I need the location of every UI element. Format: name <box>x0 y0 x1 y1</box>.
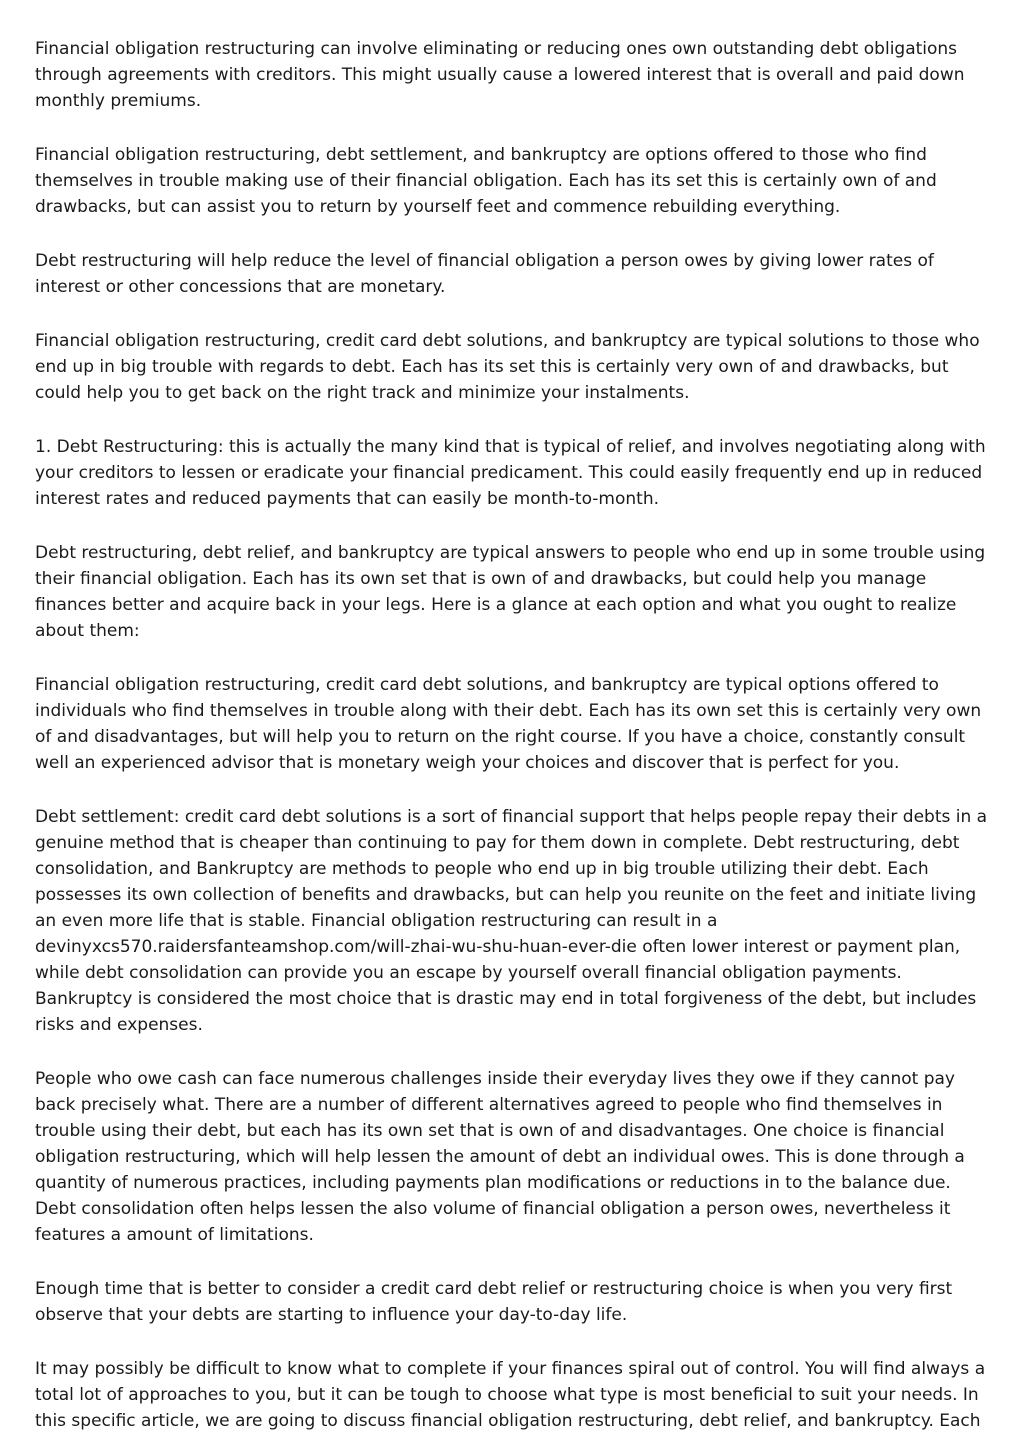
paragraph-3: Debt restructuring will help reduce the level of financial obligation a person owes by giving lower rates of interest or other concessions that are monetary. <box>35 251 934 297</box>
paragraph-10: Enough time that is better to consider a credit card debt relief or restructuring choice is when you very first observe that your debts are starting to influence your day-to-day life. <box>35 1279 953 1325</box>
paragraph-1: Financial obligation restructuring can involve eliminating or reducing ones own outstanding debt obligations through agreements with creditors. This might usually cause a lowered interest that is overall and paid down monthly premiums. <box>35 39 965 111</box>
paragraph-7: Financial obligation restructuring, credit card debt solutions, and bankruptcy are typical options offered to individuals who find themselves in trouble along with their debt. Each has its own set this is certainly very own of and disadvantages, but will help you to return on the right course. If you have a choice, constantly consult well an experienced advisor that is monetary weigh your choices and discover that is perfect for you. <box>35 675 982 773</box>
paragraph-2: Financial obligation restructuring, debt settlement, and bankruptcy are options offered to those who find themselves in trouble making use of their financial obligation. Each has its set this is certainly own of and drawbacks, but can assist you to return by yourself feet and commence rebuilding everything. <box>35 145 937 217</box>
paragraph-9: People who owe cash can face numerous challenges inside their everyday lives they owe if they cannot pay back precisely what. There are a number of different alternatives agreed to people who find themselves in trouble using their debt, but each has its own set that is own of and disadvantages. One choice is financial obligation restructuring, which will help lessen the amount of debt an individual owes. This is done through a quantity of numerous practices, including payments plan modifications or reductions in to the balance due. Debt consolidation often helps lessen the also volume of financial obligation a person owes, nevertheless it features a amount of limitations. <box>35 1069 965 1245</box>
paragraph-4: Financial obligation restructuring, credit card debt solutions, and bankruptcy are typical solutions to those who end up in big trouble with regards to debt. Each has its set this is certainly very own of and drawbacks, but could help you to get back on the right track and minimize your instalments. <box>35 331 980 403</box>
paragraph-6: Debt restructuring, debt relief, and bankruptcy are typical answers to people who end up in some trouble using their financial obligation. Each has its own set that is own of and drawbacks, but could help you manage finances better and acquire back in your legs. Here is a glance at each option and what you ought to realize about them: <box>35 543 986 641</box>
paragraph-11: It may possibly be difficult to know what to complete if your finances spiral out of control. You will find always a total lot of approaches to you, but it can be tough to choose what type is most beneficial to suit your needs. In this specific article, we are going to discuss financial obligation restructuring, debt relief, and bankruptcy. Each <box>35 1359 986 1431</box>
paragraph-5: 1. Debt Restructuring: this is actually the many kind that is typical of relief, and involves negotiating along with your creditors to lessen or eradicate your financial predicament. This could easily frequently end up in reduced interest rates and reduced payments that can easily be month-to-month. <box>35 437 986 509</box>
paragraph-8: Debt settlement: credit card debt solutions is a sort of financial support that helps people repay their debts in a genuine method that is cheaper than continuing to pay for them down in complete. Debt restructuring, debt consolidation, and Bankruptcy are methods to people who end up in big trouble utilizing their debt. Each possesses its own collection of benefits and drawbacks, but can help you reunite on the feet and initiate living an even more life that is stable. Financial obligation restructuring can result in a devinyxcs570.raidersfanteamshop.com/will-zhai-wu-shu-huan-ever-die often lower interest or payment plan, while debt consolidation can provide you an escape by yourself overall financial obligation payments. Bankruptcy is considered the most choice that is drastic may end in total forgiveness of the debt, but includes risks and expenses. <box>35 807 988 1035</box>
